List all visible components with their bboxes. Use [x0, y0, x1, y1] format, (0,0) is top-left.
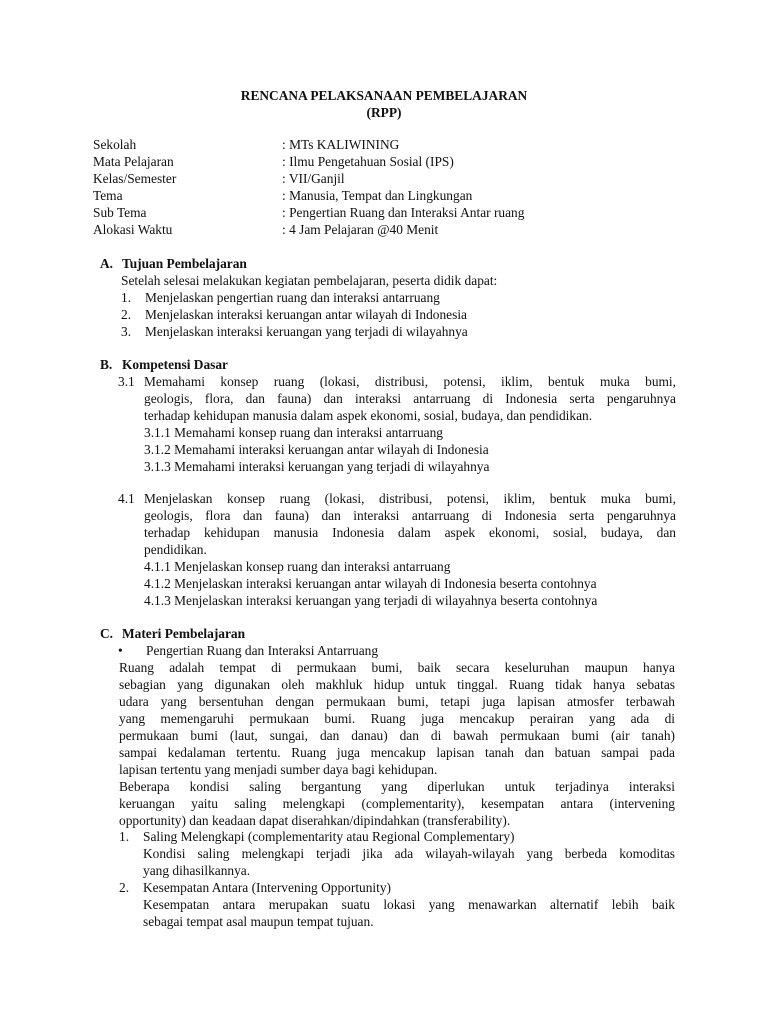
kd-line: 3.1 Memahami konsep ruang (lokasi, distribusi, potensi, iklim, bentuk muka bumi, — [118, 374, 676, 389]
info-label: Sekolah — [93, 137, 137, 152]
list-item-text: yang dihasilkannya. — [143, 863, 251, 878]
info-row-sub-tema — [93, 205, 524, 222]
info-label: Mata Pelajaran — [93, 154, 174, 169]
list-item: 2. Menjelaskan interaksi keruangan antar wilayah di Indonesia — [121, 307, 468, 322]
indicator: 4.1.2 Menjelaskan interaksi keruangan antar wilayah di Indonesia beserta contohnya — [144, 576, 597, 591]
list-item: 1. Menjelaskan pengertian ruang dan interaksi antarruang — [121, 290, 440, 305]
kd-3-1 — [118, 374, 676, 476]
kd-line: pendidikan. — [144, 542, 207, 557]
kd-line: geologis, flora, dan fauna) dan interaksi antarruang di Indonesia serta pengaruhnya — [144, 391, 676, 406]
list-item-text: Kondisi saling melengkapi terjadi jika ada wilayah-wilayah yang berbeda komoditas — [143, 846, 675, 861]
section-a-heading — [100, 256, 247, 273]
info-row-tema — [93, 188, 524, 205]
paragraph-line: keruangan yaitu saling melengkapi (complementarity), kesempatan antara (intervening — [119, 796, 675, 811]
section-letter: A. — [100, 256, 114, 271]
info-row-sekolah — [93, 137, 524, 154]
paragraph-line: opportunity) dan keadaan dapat diserahkan/dipindahkan (transferability). — [119, 813, 511, 828]
paragraph-line: permukaan bumi (laut, sungai, dan danau) dan di bawah permukaan bumi (air tanah) — [119, 728, 675, 743]
info-row-alokasi-waktu — [93, 222, 524, 239]
info-value: : Pengertian Ruang dan Interaksi Antar ruang — [282, 205, 525, 220]
paragraph-line: sampai kedalaman tertentu. Ruang juga mencakup lapisan tanah dan batuan sampai pada — [119, 745, 675, 760]
indicator: 4.1.3 Menjelaskan interaksi keruangan yang terjadi di wilayahnya beserta contohnya — [144, 593, 598, 608]
info-value: : VII/Ganjil — [282, 171, 345, 186]
section-letter: C. — [100, 626, 114, 641]
section-title: Materi Pembelajaran — [122, 626, 246, 641]
document-title-block — [0, 87, 768, 121]
section-title: Tujuan Pembelajaran — [122, 256, 247, 271]
bullet-icon: • — [118, 643, 123, 658]
info-value: : MTs KALIWINING — [282, 137, 400, 152]
indicator: 4.1.1 Menjelaskan konsep ruang dan interaksi antarruang — [144, 559, 451, 574]
list-item-text: Kesempatan antara merupakan suatu lokasi yang menawarkan alternatif lebih baik — [143, 897, 675, 912]
info-row-kelas-semester — [93, 171, 524, 188]
materi-paragraph-2 — [119, 779, 675, 830]
bullet-item — [118, 643, 378, 660]
bullet-text: Pengertian Ruang dan Interaksi Antarruang — [146, 643, 379, 658]
info-label: Kelas/Semester — [93, 171, 177, 186]
info-row-mata-pelajaran — [93, 154, 524, 171]
indicator: 3.1.2 Memahami interaksi keruangan antar wilayah di Indonesia — [144, 442, 489, 457]
paragraph-line: udara yang bersentuhan dengan permukaan bumi, tetapi juga lapisan atmosfer terbawah — [119, 694, 675, 709]
kd-number: 4.1 — [118, 491, 135, 506]
document-subtitle: (RPP) — [366, 105, 402, 120]
kd-line: 4.1 Menjelaskan konsep ruang (lokasi, distribusi, potensi, iklim, bentuk muka bumi, — [118, 491, 676, 506]
kd-4-1 — [118, 491, 676, 610]
list-item-text: sebagai tempat asal maupun tempat tujuan. — [143, 914, 374, 929]
section-a-intro: Setelah selesai melakukan kegiatan pembelajaran, peserta didik dapat: — [121, 273, 498, 288]
paragraph-line: lapisan tertentu yang menjadi sumber daya bagi kehidupan. — [119, 762, 438, 777]
section-c-heading — [100, 626, 245, 643]
kd-line: geologis, flora dan fauna) dan interaksi antarruang di Indonesia serta pengaruhnya — [144, 508, 676, 523]
indicator: 3.1.1 Memahami konsep ruang dan interaksi antarruang — [144, 425, 443, 440]
info-value: : Manusia, Tempat dan Lingkungan — [282, 188, 473, 203]
info-value: : Ilmu Pengetahuan Sosial (IPS) — [282, 154, 454, 169]
section-a-body — [121, 273, 497, 341]
info-label: Alokasi Waktu — [93, 222, 173, 237]
paragraph-line: Beberapa kondisi saling bergantung yang diperlukan untuk terjadinya interaksi — [119, 779, 675, 794]
materi-paragraph-1 — [119, 660, 675, 779]
section-b-heading — [100, 357, 228, 374]
info-label: Tema — [93, 188, 123, 203]
paragraph-line: yang memengaruhi permukaan bumi. Ruang juga mencakup perairan yang ada di — [119, 711, 675, 726]
indicator: 3.1.3 Memahami interaksi keruangan yang terjadi di wilayahnya — [144, 459, 490, 474]
kd-line: terhadap kehidupan manusia dalam aspek ekonomi, sosial, budaya, dan pendidikan. — [144, 408, 593, 423]
list-item-title: 1. Saling Melengkapi (complementarity atau Regional Complementary) — [119, 829, 515, 844]
info-value: : 4 Jam Pelajaran @40 Menit — [282, 222, 439, 237]
kd-line: terhadap kehidupan manusia Indonesia dalam aspek ekonomi, sosial, budaya, dan — [144, 525, 676, 540]
list-item: 3. Menjelaskan interaksi keruangan yang terjadi di wilayahnya — [121, 324, 468, 339]
paragraph-line: sebagian yang digunakan oleh makhluk hidup untuk tinggal. Ruang tidak hanya sebatas — [119, 677, 675, 692]
paragraph-line: Ruang adalah tempat di permukaan bumi, baik secara keseluruhan maupun hanya — [119, 660, 675, 675]
section-title: Kompetensi Dasar — [122, 357, 229, 372]
list-item-title: 2. Kesempatan Antara (Intervening Opportunity) — [119, 880, 392, 895]
section-letter: B. — [100, 357, 113, 372]
document-title: RENCANA PELAKSANAAN PEMBELAJARAN — [240, 88, 528, 103]
info-table — [93, 137, 524, 239]
materi-list — [119, 829, 675, 931]
info-label: Sub Tema — [93, 205, 147, 220]
kd-number: 3.1 — [118, 374, 135, 389]
